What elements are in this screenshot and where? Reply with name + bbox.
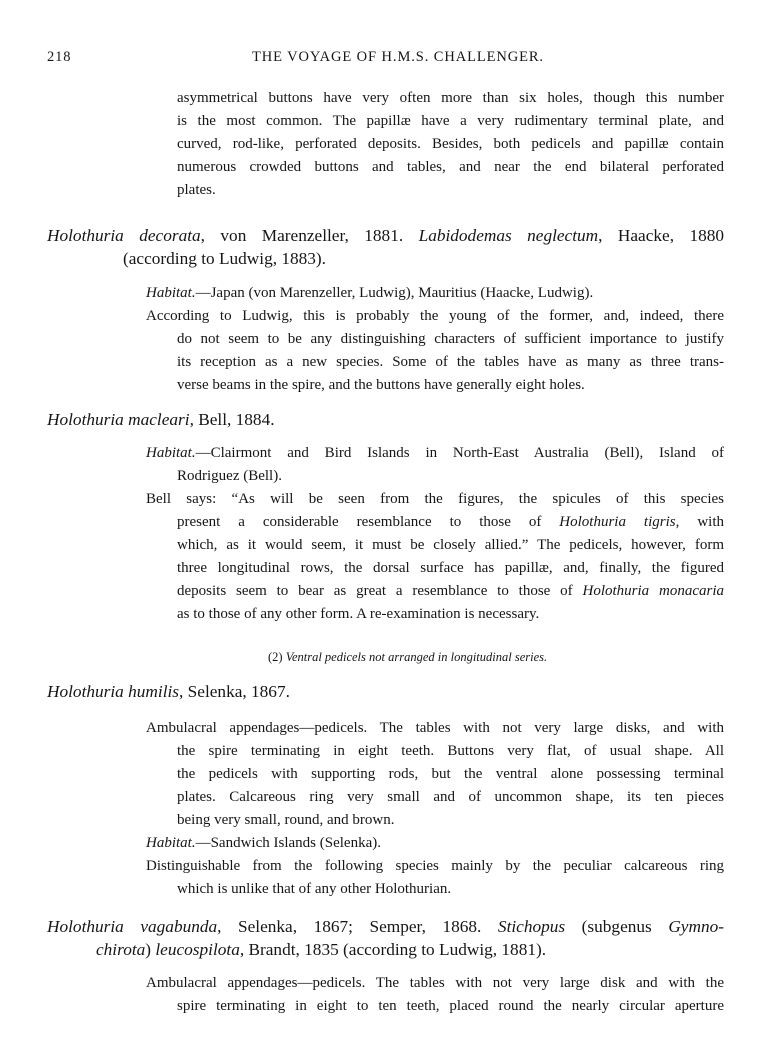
species-heading: Holothuria macleari, Bell, 1884. (47, 410, 275, 429)
text-line: is the most common. The papillæ have a very rudimentary terminal plate, and (177, 113, 724, 129)
text-line: being very small, round, and brown. (177, 812, 395, 828)
text-line: as to those of any other form. A re-examination is necessary. (177, 606, 540, 622)
text-line: the spire terminating in eight teeth. Buttons very flat, of usual shape. All (177, 743, 724, 759)
text-line: three longitudinal rows, the dorsal surface has papillæ, and, finally, the figured (177, 560, 724, 576)
text-line: plates. (177, 182, 216, 198)
text-line: asymmetrical buttons have very often more than six holes, though this number (177, 90, 724, 106)
text-line: present a considerable resemblance to those of Holothuria tigris, with (177, 514, 724, 530)
text-line: do not seem to be any distinguishing characters of sufficient importance to justify (177, 331, 724, 347)
text-line: which is unlike that of any other Holothurian. (177, 881, 452, 897)
text-line: Bell says: “As will be seen from the figures, the spicules of this species (146, 491, 724, 507)
species-heading-continuation: (according to Ludwig, 1883). (123, 249, 327, 268)
species-heading: Holothuria decorata, von Marenzeller, 1881. Labidodemas neglectum, Haacke, 1880 (47, 226, 725, 245)
text-line: plates. Calcareous ring very small and of uncommon shape, its ten pieces (177, 789, 724, 805)
text-line: Ambulacral appendages—pedicels. The tables with not very large disks, and with (146, 720, 724, 736)
habitat-line: Habitat.—Japan (von Marenzeller, Ludwig), Mauritius (Haacke, Ludwig). (146, 285, 594, 301)
text-line: verse beams in the spire, and the buttons have generally eight holes. (177, 377, 585, 393)
text-line: numerous crowded buttons and tables, and near the end bilateral perforated (177, 159, 724, 175)
text-line: According to Ludwig, this is probably the young of the former, and, indeed, there (146, 308, 724, 324)
page-number: 218 (47, 49, 72, 65)
text-line: deposits seem to bear as great a resemblance to those of Holothuria monacaria (177, 583, 724, 599)
text-line: its reception as a new species. Some of the tables have as many as three trans- (177, 354, 724, 370)
text-line: the pedicels with supporting rods, but the ventral alone possessing terminal (177, 766, 724, 782)
species-heading: Holothuria humilis, Selenka, 1867. (47, 682, 290, 701)
text-line: Ambulacral appendages—pedicels. The tables with not very large disk and with the (146, 975, 724, 991)
habitat-line: Habitat.—Clairmont and Bird Islands in North-East Australia (Bell), Island of (146, 445, 724, 461)
text-line: which, as it would seem, it must be closely allied.” The pedicels, however, form (177, 537, 724, 553)
text-line: curved, rod-like, perforated deposits. Besides, both pedicels and papillæ contain (177, 136, 724, 152)
species-heading: Holothuria vagabunda, Selenka, 1867; Semper, 1868. Stichopus (subgenus Gymno- (47, 917, 724, 936)
text-line: Rodriguez (Bell). (177, 468, 282, 484)
habitat-line: Habitat.—Sandwich Islands (Selenka). (146, 835, 381, 851)
text-line: spire terminating in eight to ten teeth, placed round the nearly circular aperture (177, 998, 724, 1014)
running-title: THE VOYAGE OF H.M.S. CHALLENGER. (252, 49, 544, 65)
species-heading-continuation: chirota) leucospilota, Brandt, 1835 (according to Ludwig, 1881). (96, 940, 547, 959)
subsection-heading: (2) Ventral pedicels not arranged in longitudinal series. (268, 650, 548, 664)
text-line: Distinguishable from the following species mainly by the peculiar calcareous ring (146, 858, 724, 874)
